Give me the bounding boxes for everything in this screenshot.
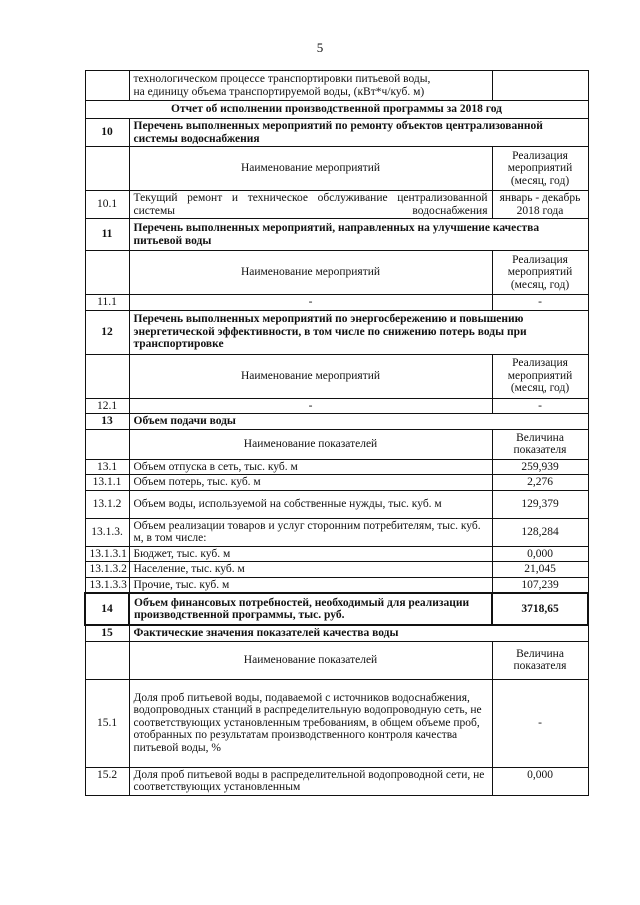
row-number: 15.2	[85, 767, 129, 795]
column-header-name: Наименование мероприятий	[129, 147, 492, 191]
section-header-row	[85, 625, 588, 641]
section-title: Объем подачи воды	[129, 414, 588, 430]
empty-cell	[85, 354, 129, 398]
column-header-row	[85, 641, 588, 679]
financial-row	[85, 593, 588, 625]
column-header-row	[85, 429, 588, 459]
row-name: Объем воды, используемой на собственные нужды, тыс. куб. м	[129, 490, 492, 518]
section-header-row	[85, 414, 588, 430]
row-number: 13.1.3.	[85, 518, 129, 546]
section-title: Перечень выполненных мероприятий, направленных на улучшение качества питьевой воды	[129, 219, 588, 251]
section-title: Перечень выполненных мероприятий по энергосбережению и повышению энергетической эффективности, в том числе по снижению потерь воды при транспортировке	[129, 310, 588, 354]
row-number: 13.1.3.2	[85, 562, 129, 578]
table-row	[85, 71, 588, 101]
row-name-cell	[129, 71, 492, 101]
report-title: Отчет об исполнении производственной программы за 2018 год	[85, 101, 588, 119]
row-value: 129,379	[492, 490, 588, 518]
row-name: Объем реализации товаров и услуг сторонним потребителям, тыс. куб. м, в том числе:	[129, 518, 492, 546]
row-value: 259,939	[492, 459, 588, 475]
column-header-name: Наименование мероприятий	[129, 354, 492, 398]
row-number: 12.1	[85, 398, 129, 414]
table-row	[85, 679, 588, 767]
row-name: Объем потерь, тыс. куб. м	[129, 475, 492, 491]
section-number: 14	[85, 593, 129, 625]
row-value: -	[492, 398, 588, 414]
row-value: 0,000	[492, 546, 588, 562]
row-text-line: технологическом процессе транспортировки питьевой воды,	[133, 73, 431, 85]
row-value: -	[492, 679, 588, 767]
row-value-cell	[492, 71, 588, 101]
row-name: -	[129, 398, 492, 414]
column-header-row	[85, 147, 588, 191]
column-header-value: Реализация мероприятий (месяц, год)	[492, 147, 588, 191]
row-name: Текущий ремонт и техническое обслуживание централизованной системы водоснабжения	[129, 191, 492, 219]
column-header-value: Величина показателя	[492, 641, 588, 679]
table-row	[85, 191, 588, 219]
table-row	[85, 562, 588, 578]
financial-value: 3718,65	[492, 593, 588, 625]
empty-cell	[85, 251, 129, 295]
row-number: 13.1	[85, 459, 129, 475]
table-row	[85, 295, 588, 311]
table-row	[85, 459, 588, 475]
row-number: 13.1.3.1	[85, 546, 129, 562]
section-title: Фактические значения показателей качества воды	[129, 625, 588, 641]
section-number: 11	[85, 219, 129, 251]
row-name: -	[129, 295, 492, 311]
row-number: 10.1	[85, 191, 129, 219]
row-number-cell	[85, 71, 129, 101]
row-number: 13.1.1	[85, 475, 129, 491]
row-name: Доля проб питьевой воды, подаваемой с источников водоснабжения, водопроводных станций в распределительную водопроводную сеть, не соответствующих установленным требованиям, в общем объеме проб, отобранных по результатам производственного контроля качества питьевой воды, %	[129, 679, 492, 767]
report-title-row	[85, 101, 588, 119]
column-header-row	[85, 354, 588, 398]
section-title: Объем финансовых потребностей, необходимый для реализации производственной программы, тыс. руб.	[129, 593, 492, 625]
row-name: Население, тыс. куб. м	[129, 562, 492, 578]
row-value: 2,276	[492, 475, 588, 491]
empty-cell	[85, 147, 129, 191]
report-table	[84, 70, 589, 796]
table-row	[85, 398, 588, 414]
column-header-name: Наименование показателей	[129, 429, 492, 459]
column-header-value: Реализация мероприятий (месяц, год)	[492, 251, 588, 295]
column-header-value: Реализация мероприятий (месяц, год)	[492, 354, 588, 398]
row-value: 21,045	[492, 562, 588, 578]
row-name: Прочие, тыс. куб. м	[129, 577, 492, 593]
table-row	[85, 490, 588, 518]
empty-cell	[85, 429, 129, 459]
row-number: 13.1.2	[85, 490, 129, 518]
section-number: 13	[85, 414, 129, 430]
section-number: 15	[85, 625, 129, 641]
row-name: Доля проб питьевой воды в распределительной водопроводной сети, не соответствующих установленным	[129, 767, 492, 795]
table-row	[85, 546, 588, 562]
section-header-row	[85, 310, 588, 354]
row-value: 0,000	[492, 767, 588, 795]
row-number: 15.1	[85, 679, 129, 767]
table-row	[85, 518, 588, 546]
row-number: 13.1.3.3	[85, 577, 129, 593]
row-value: -	[492, 295, 588, 311]
section-header-row	[85, 219, 588, 251]
table-row	[85, 475, 588, 491]
row-name: Бюджет, тыс. куб. м	[129, 546, 492, 562]
section-header-row	[85, 119, 588, 147]
row-text-line: на единицу объема транспортируемой воды, (кВт*ч/куб. м)	[133, 85, 425, 98]
table-row	[85, 577, 588, 593]
section-title: Перечень выполненных мероприятий по ремонту объектов централизованной системы водоснабжения	[129, 119, 588, 147]
row-value: январь - декабрь 2018 года	[492, 191, 588, 219]
column-header-name: Наименование показателей	[129, 641, 492, 679]
empty-cell	[85, 641, 129, 679]
row-name: Объем отпуска в сеть, тыс. куб. м	[129, 459, 492, 475]
row-value: 107,239	[492, 577, 588, 593]
row-number: 11.1	[85, 295, 129, 311]
column-header-value: Величина показателя	[492, 429, 588, 459]
section-number: 12	[85, 310, 129, 354]
page-number: 5	[316, 40, 324, 55]
row-value: 128,284	[492, 518, 588, 546]
column-header-row	[85, 251, 588, 295]
column-header-name: Наименование мероприятий	[129, 251, 492, 295]
table-row	[85, 767, 588, 795]
section-number: 10	[85, 119, 129, 147]
